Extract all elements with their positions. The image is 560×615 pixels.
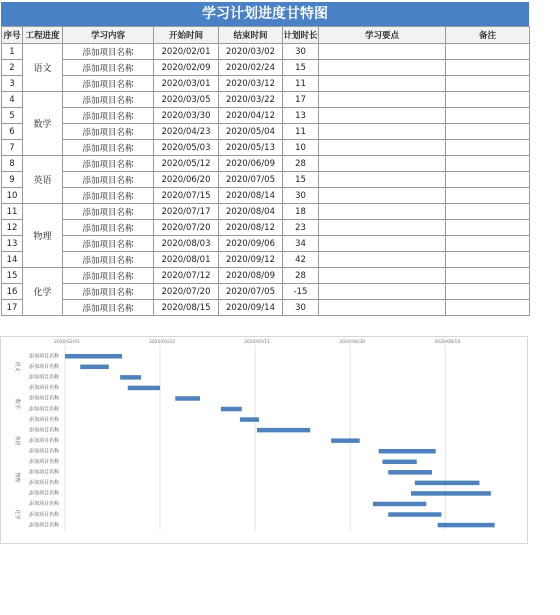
table-row [2, 284, 530, 300]
subject-cell: 数学 [23, 92, 63, 156]
category-label: 添加项目名称 [29, 459, 60, 466]
row-number-cell: 10 [2, 188, 23, 204]
group-label: 化学 [14, 509, 20, 520]
row-number-cell: 16 [2, 284, 23, 300]
duration-cell: 10 [283, 140, 319, 156]
start-date-cell: 2020/03/30 [154, 108, 219, 124]
x-tick-label: 2020/02/01 [54, 340, 80, 345]
category-label: 添加项目名称 [29, 448, 60, 455]
note-cell [446, 60, 530, 76]
note-cell [446, 140, 530, 156]
gantt-bar [175, 396, 200, 401]
category-label: 添加项目名称 [29, 437, 60, 444]
start-date-cell: 2020/03/05 [154, 92, 219, 108]
end-date-cell: 2020/04/12 [219, 108, 283, 124]
key-points-cell [319, 284, 446, 300]
key-points-cell [319, 252, 446, 268]
table-row [2, 188, 530, 204]
table-row [2, 268, 530, 284]
duration-cell: 34 [283, 236, 319, 252]
key-points-cell [319, 76, 446, 92]
table-row [2, 108, 530, 124]
end-date-cell: 2020/07/05 [219, 172, 283, 188]
column-header: 计划时长 [283, 27, 319, 44]
row-number-cell: 6 [2, 124, 23, 140]
duration-cell: 30 [283, 188, 319, 204]
item-cell: 添加项目名称 [63, 220, 154, 236]
end-date-cell: 2020/08/12 [219, 220, 283, 236]
group-label: 数学 [14, 398, 20, 409]
gantt-bar [80, 365, 109, 370]
key-points-cell [319, 156, 446, 172]
gantt-bar [415, 481, 480, 486]
gantt-bar [388, 512, 441, 517]
duration-cell: 15 [283, 172, 319, 188]
end-date-cell: 2020/07/05 [219, 284, 283, 300]
column-header: 学习要点 [319, 27, 446, 44]
note-cell [446, 252, 530, 268]
x-tick-label: 2020/06/30 [339, 340, 366, 345]
note-cell [446, 124, 530, 140]
schedule-table [1, 26, 530, 316]
category-label: 添加项目名称 [29, 480, 60, 487]
category-label: 添加项目名称 [29, 406, 60, 413]
start-date-cell: 2020/08/01 [154, 252, 219, 268]
group-label: 英语 [14, 435, 20, 446]
note-cell [446, 300, 530, 316]
end-date-cell: 2020/03/12 [219, 76, 283, 92]
row-number-cell: 12 [2, 220, 23, 236]
end-date-cell: 2020/06/09 [219, 156, 283, 172]
row-number-cell: 15 [2, 268, 23, 284]
duration-cell: 23 [283, 220, 319, 236]
key-points-cell [319, 172, 446, 188]
item-cell: 添加项目名称 [63, 76, 154, 92]
note-cell [446, 188, 530, 204]
table-body [2, 44, 530, 316]
item-cell: 添加项目名称 [63, 204, 154, 220]
row-number-cell: 13 [2, 236, 23, 252]
note-cell [446, 108, 530, 124]
start-date-cell: 2020/08/15 [154, 300, 219, 316]
table-row [2, 76, 530, 92]
start-date-cell: 2020/02/09 [154, 60, 219, 76]
end-date-cell: 2020/08/14 [219, 188, 283, 204]
item-cell: 添加项目名称 [63, 284, 154, 300]
end-date-cell: 2020/05/04 [219, 124, 283, 140]
item-cell: 添加项目名称 [63, 268, 154, 284]
key-points-cell [319, 236, 446, 252]
table-row [2, 44, 530, 60]
x-tick-label: 2020/05/11 [244, 340, 271, 345]
gantt-chart [0, 336, 528, 544]
start-date-cell: 2020/07/15 [154, 188, 219, 204]
end-date-cell: 2020/03/02 [219, 44, 283, 60]
key-points-cell [319, 44, 446, 60]
table-row [2, 252, 530, 268]
item-cell: 添加项目名称 [63, 108, 154, 124]
x-tick-label: 2020/08/19 [434, 340, 461, 345]
row-number-cell: 14 [2, 252, 23, 268]
end-date-cell: 2020/09/14 [219, 300, 283, 316]
category-label: 添加项目名称 [29, 374, 60, 381]
key-points-cell [319, 300, 446, 316]
key-points-cell [319, 204, 446, 220]
note-cell [446, 44, 530, 60]
item-cell: 添加项目名称 [63, 236, 154, 252]
row-number-cell: 7 [2, 140, 23, 156]
gantt-bar [221, 407, 242, 412]
subject-cell: 英语 [23, 156, 63, 204]
note-cell [446, 172, 530, 188]
group-label: 物理 [14, 472, 20, 483]
table-row [2, 124, 530, 140]
start-date-cell: 2020/04/23 [154, 124, 219, 140]
duration-cell: 18 [283, 204, 319, 220]
column-header: 学习内容 [63, 27, 154, 44]
column-header: 工程进度 [23, 27, 63, 44]
key-points-cell [319, 188, 446, 204]
duration-cell: 11 [283, 124, 319, 140]
table-row [2, 204, 530, 220]
row-number-cell: 1 [2, 44, 23, 60]
start-date-cell: 2020/05/12 [154, 156, 219, 172]
table-row [2, 156, 530, 172]
end-date-cell: 2020/02/24 [219, 60, 283, 76]
end-date-cell: 2020/09/06 [219, 236, 283, 252]
key-points-cell [319, 140, 446, 156]
row-number-cell: 5 [2, 108, 23, 124]
gantt-chart-svg [1, 337, 527, 543]
subject-cell: 物理 [23, 204, 63, 268]
column-header: 结束时间 [219, 27, 283, 44]
note-cell [446, 204, 530, 220]
duration-cell: 28 [283, 268, 319, 284]
note-cell [446, 156, 530, 172]
item-cell: 添加项目名称 [63, 300, 154, 316]
key-points-cell [319, 60, 446, 76]
duration-cell: 28 [283, 156, 319, 172]
duration-cell: 15 [283, 60, 319, 76]
gantt-bar [383, 460, 417, 465]
duration-cell: 17 [283, 92, 319, 108]
note-cell [446, 220, 530, 236]
gantt-bar [438, 523, 495, 528]
table-row [2, 172, 530, 188]
subject-cell: 化学 [23, 268, 63, 316]
item-cell: 添加项目名称 [63, 124, 154, 140]
duration-cell: 30 [283, 300, 319, 316]
key-points-cell [319, 108, 446, 124]
duration-cell: 42 [283, 252, 319, 268]
category-label: 添加项目名称 [29, 522, 60, 529]
end-date-cell: 2020/09/12 [219, 252, 283, 268]
column-header: 开始时间 [154, 27, 219, 44]
item-cell: 添加项目名称 [63, 60, 154, 76]
end-date-cell: 2020/05/13 [219, 140, 283, 156]
table-row [2, 236, 530, 252]
start-date-cell: 2020/07/17 [154, 204, 219, 220]
note-cell [446, 284, 530, 300]
table-header-row [2, 27, 530, 44]
table-row [2, 92, 530, 108]
category-label: 添加项目名称 [29, 385, 60, 392]
category-label: 添加项目名称 [29, 469, 60, 476]
gantt-bar [411, 491, 491, 496]
item-cell: 添加项目名称 [63, 92, 154, 108]
column-header: 序号 [2, 27, 23, 44]
category-label: 添加项目名称 [29, 427, 60, 434]
row-number-cell: 8 [2, 156, 23, 172]
gantt-bar [120, 375, 141, 380]
table-row [2, 140, 530, 156]
item-cell: 添加项目名称 [63, 44, 154, 60]
key-points-cell [319, 220, 446, 236]
duration-cell: -15 [283, 284, 319, 300]
category-label: 添加项目名称 [29, 353, 60, 360]
start-date-cell: 2020/07/20 [154, 220, 219, 236]
note-cell [446, 236, 530, 252]
x-tick-label: 2020/03/22 [149, 340, 176, 345]
category-label: 添加项目名称 [29, 501, 60, 508]
gantt-bar [388, 470, 432, 475]
page-title: 学习计划进度甘特图 [1, 2, 529, 26]
duration-cell: 11 [283, 76, 319, 92]
row-number-cell: 17 [2, 300, 23, 316]
gantt-bar [331, 438, 360, 443]
end-date-cell: 2020/03/22 [219, 92, 283, 108]
table-row [2, 60, 530, 76]
gantt-bar [240, 417, 259, 422]
gantt-bar [373, 502, 426, 507]
group-label: 语文 [14, 361, 20, 372]
column-header: 备注 [446, 27, 530, 44]
item-cell: 添加项目名称 [63, 156, 154, 172]
note-cell [446, 268, 530, 284]
duration-cell: 30 [283, 44, 319, 60]
row-number-cell: 9 [2, 172, 23, 188]
subject-cell: 语文 [23, 44, 63, 92]
item-cell: 添加项目名称 [63, 172, 154, 188]
start-date-cell: 2020/06/20 [154, 172, 219, 188]
start-date-cell: 2020/05/03 [154, 140, 219, 156]
start-date-cell: 2020/07/12 [154, 268, 219, 284]
category-label: 添加项目名称 [29, 511, 60, 518]
category-label: 添加项目名称 [29, 490, 60, 497]
item-cell: 添加项目名称 [63, 252, 154, 268]
category-label: 添加项目名称 [29, 364, 60, 371]
gantt-bar [379, 449, 436, 454]
start-date-cell: 2020/02/01 [154, 44, 219, 60]
row-number-cell: 2 [2, 60, 23, 76]
start-date-cell: 2020/03/01 [154, 76, 219, 92]
start-date-cell: 2020/07/20 [154, 284, 219, 300]
item-cell: 添加项目名称 [63, 140, 154, 156]
key-points-cell [319, 92, 446, 108]
row-number-cell: 11 [2, 204, 23, 220]
key-points-cell [319, 268, 446, 284]
row-number-cell: 3 [2, 76, 23, 92]
gantt-bar [128, 386, 160, 391]
end-date-cell: 2020/08/04 [219, 204, 283, 220]
note-cell [446, 76, 530, 92]
table-row [2, 220, 530, 236]
row-number-cell: 4 [2, 92, 23, 108]
start-date-cell: 2020/08/03 [154, 236, 219, 252]
key-points-cell [319, 124, 446, 140]
gantt-bar [65, 354, 122, 359]
note-cell [446, 92, 530, 108]
table-row [2, 300, 530, 316]
end-date-cell: 2020/08/09 [219, 268, 283, 284]
gantt-bar [257, 428, 310, 433]
category-label: 添加项目名称 [29, 395, 60, 402]
item-cell: 添加项目名称 [63, 188, 154, 204]
duration-cell: 13 [283, 108, 319, 124]
category-label: 添加项目名称 [29, 416, 60, 423]
